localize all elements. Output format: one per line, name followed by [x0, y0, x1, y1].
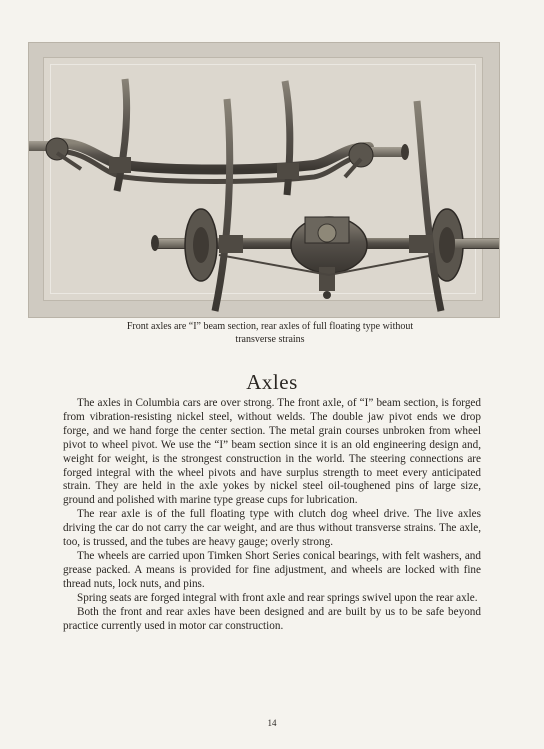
page-number: 14 [267, 718, 277, 728]
paragraph-rear-axle: The rear axle is of the full floating type with clutch dog wheel drive. The live axles driving the car do not carry the car weight, and are thus without transverse strains. The axle, too, is trussed, and the tubes are heavy gauge; overly strong. [63, 508, 481, 549]
paragraph-wheels: The wheels are carried upon Timken Short Series conical bearings, with felt washers, and grease packed. A means is provided for fine adjustment, and wheels are locked with fine thread nuts, lock nuts, and pins. [63, 549, 481, 590]
article-body [63, 397, 481, 633]
front-axle [29, 79, 409, 195]
axle-photograph [29, 43, 499, 317]
rear-axle [151, 99, 499, 311]
caption-line-2: transverse strains [235, 334, 305, 345]
paragraph-spring-seats: Spring seats are forged integral with front axle and rear springs swivel upon the rear axle. [77, 591, 478, 604]
photo-caption [40, 320, 500, 346]
section-heading: Axles [246, 370, 298, 394]
paragraph-design: Both the front and rear axles have been designed and are built by us to be safe beyond practice currently used in motor car construction. [63, 605, 481, 632]
paragraph-front-axle: The axles in Columbia cars are over strong. The front axle, of “I” beam section, is forged from vibration-resisting nickel steel, without welds. The double jaw pivot ends we drop forge, and we hand forge the center section. The metal grain courses unbroken from wheel pivot to wheel pivot. We use the “I” beam section since it is an old engineering design and, weight for weight, is the strongest construction in the world. The steering connections are forged integral with the wheel pivots and have surplus strength to meet every anticipated strain. They are held in the axle yokes by nickel steel oil-toughened pins of large size, ground and polished with marine type grease cups for lubrication. [63, 397, 481, 507]
caption-line-1: Front axles are “I” beam section, rear axles of full floating type without [126, 321, 414, 332]
axle-photograph-plate [28, 42, 500, 318]
